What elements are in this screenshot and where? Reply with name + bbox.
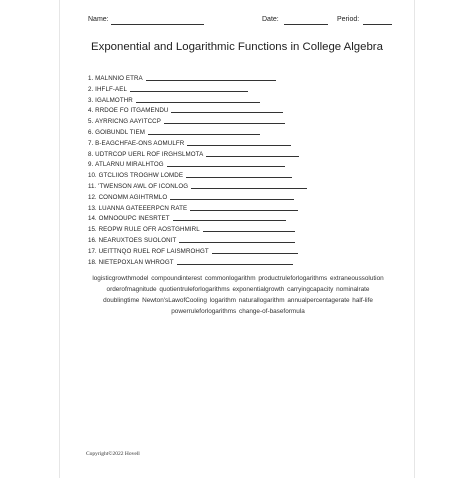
name-label: Name: <box>88 16 109 23</box>
scrambled-word: B-EAGCHFAE-ONS AOMULFR <box>95 139 185 147</box>
answer-line <box>190 203 298 211</box>
item-number: 9. <box>88 161 94 169</box>
item-number: 11. <box>88 182 97 190</box>
scrambled-word: UDTRCOP UERL ROF IRGHSLMOTA <box>95 150 204 158</box>
item-number: 17. <box>88 247 97 255</box>
answer-line <box>186 170 292 178</box>
scramble-item <box>88 213 378 224</box>
scramble-item <box>88 192 378 203</box>
scramble-item <box>88 105 378 116</box>
scramble-item <box>88 203 378 214</box>
scramble-item <box>88 95 378 106</box>
item-number: 2. <box>88 85 94 93</box>
scramble-item <box>88 235 378 246</box>
answer-line <box>164 116 285 124</box>
answer-line <box>146 73 276 81</box>
name-field-line <box>111 24 204 25</box>
scrambled-word: UEITTNQO RUEL ROF LAISMROHGT <box>98 247 209 255</box>
answer-line <box>212 246 298 254</box>
scramble-item <box>88 181 378 192</box>
scramble-item <box>88 127 378 138</box>
item-number: 15. <box>88 226 97 234</box>
item-number: 5. <box>88 118 94 126</box>
answer-line <box>170 192 294 200</box>
worksheet-title: Exponential and Logarithmic Functions in College Algebra <box>91 41 383 53</box>
scramble-item <box>88 224 378 235</box>
answer-line <box>191 181 307 189</box>
worksheet-page <box>60 0 414 478</box>
answer-line <box>173 213 286 221</box>
date-field-line <box>284 24 328 25</box>
item-number: 4. <box>88 107 94 115</box>
period-label: Period: <box>337 16 360 23</box>
answer-line <box>177 257 293 265</box>
scramble-item <box>88 138 378 149</box>
scrambled-word: RRDOE FO ITGAMENDU <box>95 107 169 115</box>
scrambled-word: AYRRICNG AAYITCCP <box>95 118 161 126</box>
scrambled-word: NIETEPOXLAN WHROGT <box>98 258 174 266</box>
scrambled-word: GTCLIIOS TROGHW LOMDE <box>98 172 184 180</box>
scrambled-word: MALNNIO ETRA <box>95 75 143 82</box>
scramble-list <box>88 73 378 267</box>
period-field-line <box>363 24 392 25</box>
scrambled-word: CONOMM AGIHTRMLO <box>98 193 168 201</box>
scramble-item <box>88 73 378 84</box>
item-number: 10. <box>88 172 97 180</box>
item-number: 12. <box>88 193 97 201</box>
scrambled-word: IHFLF-AEL <box>95 85 128 93</box>
item-number: 6. <box>88 128 94 136</box>
word-bank: logisticgrowthmodel compoundinterest commonlogarithm productruleforlogarithms extraneoussolution orderofmagnitude quotientruleforlogarithms exponentialgrowth carryingcapacity nominalrate doublingtime Newton'sLawofCooling logarithm naturallogarithm annualpercentagerate half-life powerruleforlogarithms change-of-baseformula <box>92 275 384 315</box>
item-number: 13. <box>88 204 97 212</box>
scrambled-word: NEARUXTOES SUOLONIT <box>98 236 177 244</box>
scrambled-word: IGALMOTHR <box>95 96 133 104</box>
scramble-item <box>88 116 378 127</box>
answer-line <box>206 149 299 157</box>
item-number: 3. <box>88 96 94 104</box>
item-number: 18. <box>88 258 97 266</box>
answer-line <box>187 138 291 146</box>
scrambled-word: GOIBUNDL TIEM <box>95 128 145 136</box>
item-number: 7. <box>88 139 94 147</box>
answer-line <box>203 224 295 232</box>
scramble-item <box>88 84 378 95</box>
answer-line <box>167 159 285 167</box>
answer-line <box>148 127 260 135</box>
scramble-item <box>88 170 378 181</box>
scrambled-word: 'TWENSON AWL OF ICONLOG <box>98 182 189 190</box>
item-number: 14. <box>88 215 97 223</box>
answer-line <box>130 84 248 92</box>
scrambled-word: OMNOOUPC INESRTET <box>98 215 170 223</box>
item-number: 16. <box>88 236 97 244</box>
scramble-item <box>88 246 378 257</box>
scrambled-word: LUANNA GATEEERPCN RATE <box>98 204 188 212</box>
item-number: 1. <box>88 75 94 82</box>
scramble-item <box>88 149 378 160</box>
date-label: Date: <box>262 16 279 23</box>
answer-line <box>171 105 283 113</box>
answer-line <box>136 95 260 103</box>
copyright-notice: Copyright©2022 Hovell <box>86 451 140 457</box>
scrambled-word: ATLARNU MIRALHTOG <box>95 161 164 169</box>
scramble-item <box>88 257 378 268</box>
worksheet-header <box>60 16 414 30</box>
scramble-item <box>88 159 378 170</box>
scrambled-word: REOPW RULE OFR AOSTGHMIRL <box>98 226 200 234</box>
item-number: 8. <box>88 150 94 158</box>
answer-line <box>179 235 295 243</box>
